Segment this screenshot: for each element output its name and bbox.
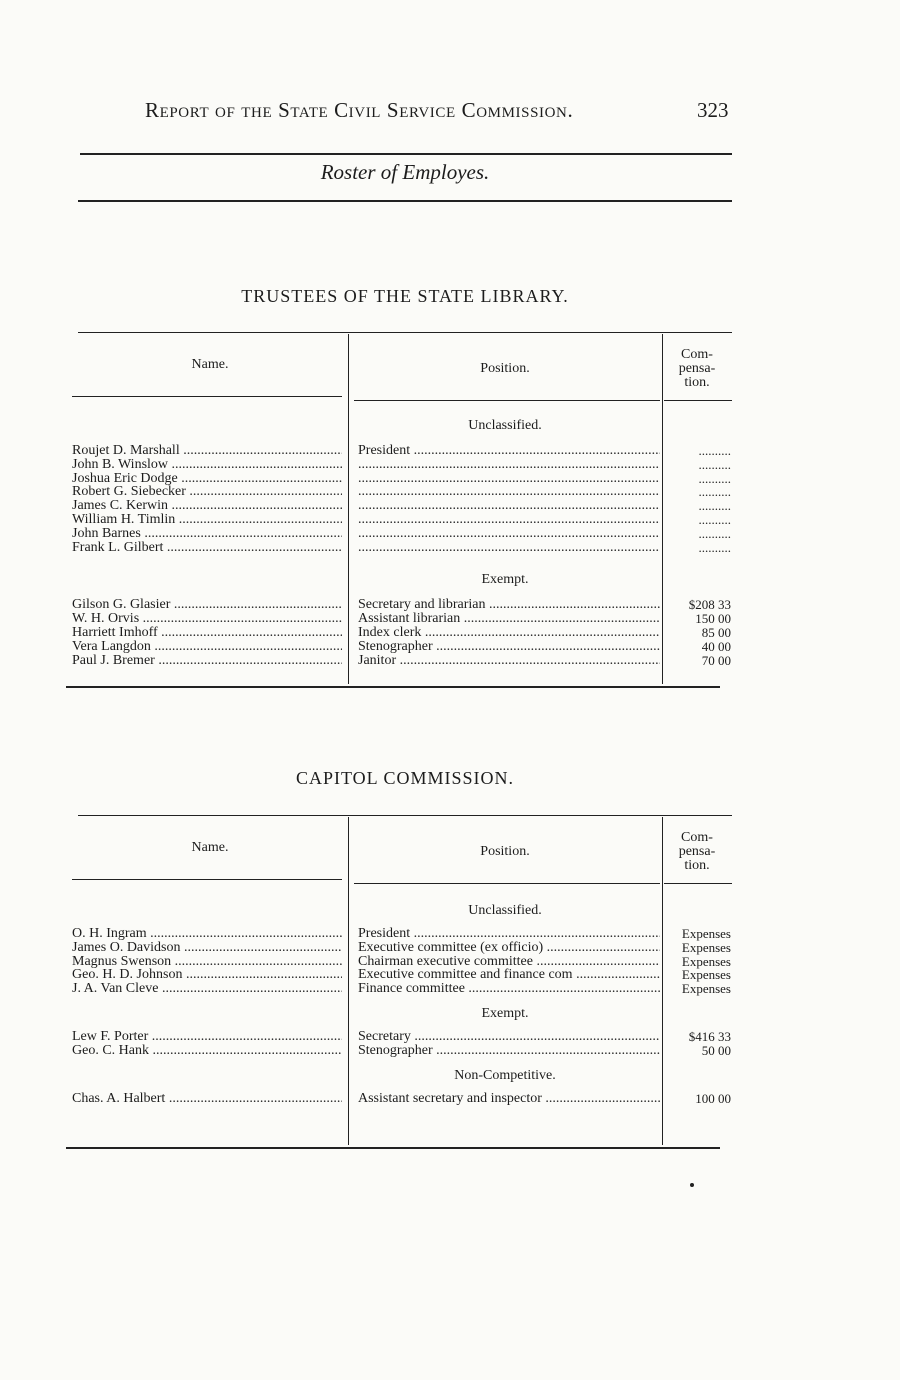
employee-name: [72, 654, 342, 668]
table-row: [72, 485, 732, 499]
table-row: [72, 444, 732, 458]
header-rule: [354, 883, 660, 884]
employee-name-text: Gilson G. Glasier: [72, 598, 171, 613]
employee-name: [72, 458, 342, 472]
compensation-cell: [664, 458, 731, 472]
position-cell: [358, 626, 660, 640]
employee-name: [72, 1044, 342, 1058]
section-title-capitol: CAPITOL COMMISSION.: [295, 768, 515, 788]
table-top-rule: [78, 815, 732, 816]
employee-name: [72, 1092, 342, 1106]
header-rule: [664, 883, 732, 884]
position-text: Assistant secretary and inspector: [358, 1091, 542, 1106]
table-row: [72, 541, 732, 555]
ink-speck: [690, 1183, 694, 1187]
employee-name-text: Roujet D. Marshall: [72, 444, 180, 458]
employee-name: [72, 513, 342, 527]
table-row: [72, 472, 732, 486]
employee-name-text: William H. Timlin: [72, 513, 176, 527]
employee-name: [72, 472, 342, 486]
position-cell: [358, 612, 660, 626]
position-text: Stenographer: [358, 1043, 433, 1058]
compensation-cell: Expenses: [681, 981, 731, 997]
page-subtitle: Roster of Employes.: [320, 160, 490, 184]
position-text: Chairman executive committee: [358, 954, 533, 969]
position-cell: [358, 927, 660, 941]
compensation-cell: [664, 444, 731, 458]
employee-name-text: Frank L. Gilbert: [72, 540, 164, 555]
employee-name-text: Joshua Eric Dodge: [72, 471, 178, 486]
column-header-compensation: Com-: [681, 830, 713, 845]
position-text: Janitor: [358, 653, 397, 668]
column-header-name: Name.: [191, 357, 229, 372]
roster-table-library: [72, 332, 732, 688]
employee-name: [72, 626, 342, 640]
table-row: [72, 598, 732, 612]
employee-name: [72, 598, 342, 612]
employee-name: [72, 444, 342, 458]
column-header-compensation: pensa-: [678, 361, 716, 376]
table-row: [72, 640, 732, 654]
group-label: Unclassified.: [468, 418, 542, 433]
compensation-cell: $208 33: [688, 597, 731, 613]
compensation-cell: Expenses: [681, 939, 731, 955]
employee-name-text: Vera Langdon: [72, 639, 151, 654]
table-row: [72, 612, 732, 626]
position-cell: [358, 444, 660, 458]
position-cell: [358, 654, 660, 668]
compensation-cell: Expenses: [681, 967, 731, 983]
employee-name: [72, 927, 342, 941]
employee-name-text: Paul J. Bremer: [72, 653, 155, 668]
employee-name-text: Geo. C. Hank: [72, 1043, 149, 1058]
employee-name: [72, 541, 342, 555]
column-header-compensation: Com-: [681, 347, 713, 362]
employee-name: [72, 1030, 342, 1044]
employee-name: [72, 499, 342, 513]
column-header-position: Position.: [480, 844, 530, 859]
header-rule-bottom: [78, 200, 732, 202]
employee-name-text: Robert G. Siebecker: [72, 485, 186, 500]
position-cell: [358, 598, 660, 612]
group-label: Non-Competitive.: [454, 1067, 556, 1083]
compensation-cell: 85 00: [701, 625, 731, 640]
table-row: [72, 513, 732, 527]
table-row: [72, 499, 732, 513]
position-cell: [358, 640, 660, 654]
position-text: Stenographer: [358, 639, 433, 654]
position-cell: [358, 1030, 660, 1044]
position-cell: [358, 968, 660, 982]
employee-name-text: John B. Winslow: [72, 457, 169, 472]
compensation-cell: 40 00: [701, 638, 731, 654]
employee-name: [72, 941, 342, 955]
position-text: President: [358, 444, 411, 458]
position-text: Executive committee (ex officio): [358, 940, 544, 955]
table-row: [72, 1044, 732, 1058]
group-label: Exempt.: [481, 1006, 529, 1021]
employee-name-text: O. H. Ingram: [72, 927, 147, 941]
position-cell: [358, 982, 660, 996]
employee-name: [72, 612, 342, 626]
position-cell: [358, 458, 660, 472]
column-header-compensation: tion.: [684, 858, 710, 873]
group-label: Unclassified.: [468, 903, 542, 918]
position-text: Executive committee and finance com: [358, 968, 573, 983]
compensation-cell: 50 00: [701, 1042, 731, 1058]
compensation-cell: 70 00: [701, 652, 731, 668]
employee-name-text: Magnus Swenson: [72, 954, 172, 969]
employee-name-text: John Barnes: [72, 526, 141, 541]
position-cell: [358, 541, 660, 555]
employee-name-text: W. H. Orvis: [72, 612, 140, 627]
page-number: 323: [697, 98, 729, 122]
position-text: President: [358, 927, 411, 941]
compensation-cell: 150 00: [695, 611, 731, 627]
header-rule: [664, 400, 732, 401]
compensation-cell: Expenses: [681, 953, 731, 969]
position-cell: [358, 499, 660, 513]
header-rule: [72, 396, 342, 397]
employee-name: [72, 982, 342, 996]
table-row: [72, 458, 732, 472]
header-rule: [72, 879, 342, 880]
employee-name-text: J. A. Van Cleve: [72, 982, 159, 997]
position-text: Secretary and librarian: [358, 598, 486, 613]
column-header-compensation: pensa-: [678, 844, 716, 859]
header-rule: [80, 153, 732, 155]
compensation-cell: $416 33: [688, 1029, 731, 1044]
running-head: Report of the State Civil Service Commission.: [145, 98, 574, 122]
table-row: [72, 527, 732, 541]
table-row: [72, 1092, 732, 1106]
employee-name-text: Harriett Imhoff: [72, 626, 158, 640]
column-header-compensation: tion.: [684, 375, 710, 390]
table-row: [72, 955, 732, 969]
employee-name: [72, 485, 342, 499]
table-row: [72, 982, 732, 996]
employee-name: [72, 527, 342, 541]
employee-name-text: James O. Davidson: [72, 940, 181, 955]
compensation-cell: Expenses: [681, 926, 731, 941]
table-row: [72, 941, 732, 955]
table-bottom-rule: [66, 1147, 720, 1149]
column-header-position: Position.: [480, 361, 530, 376]
table-row: [72, 968, 732, 982]
position-text: Secretary: [358, 1030, 411, 1044]
column-header-name: Name.: [191, 840, 229, 855]
position-text: Finance committee: [358, 982, 465, 997]
table-row: [72, 626, 732, 640]
employee-name-text: Chas. A. Halbert: [72, 1091, 166, 1106]
employee-name: [72, 955, 342, 969]
table-row: [72, 1030, 732, 1044]
table-bottom-rule: [66, 686, 720, 688]
employee-name-text: Lew F. Porter: [72, 1030, 149, 1044]
compensation-cell: [664, 513, 731, 527]
employee-name-text: James C. Kerwin: [72, 499, 169, 514]
position-cell: [358, 941, 660, 955]
roster-table-capitol: [72, 815, 732, 1148]
position-cell: [358, 472, 660, 486]
position-cell: [358, 527, 660, 541]
group-label: Exempt.: [481, 572, 529, 588]
table-row: [72, 927, 732, 941]
employee-name-text: Geo. H. D. Johnson: [72, 968, 183, 983]
position-text: Index clerk: [358, 626, 422, 640]
employee-name: [72, 968, 342, 982]
position-cell: [358, 1092, 660, 1106]
table-top-rule: [78, 332, 732, 333]
compensation-cell: [664, 527, 731, 541]
compensation-cell: [664, 541, 731, 555]
section-title-library: TRUSTEES OF THE STATE LIBRARY.: [241, 286, 569, 306]
position-cell: [358, 513, 660, 527]
employee-name: [72, 640, 342, 654]
position-cell: [358, 485, 660, 499]
position-cell: [358, 955, 660, 969]
position-cell: [358, 1044, 660, 1058]
position-text: Assistant librarian: [358, 612, 461, 627]
compensation-cell: 100 00: [695, 1090, 731, 1106]
table-row: [72, 654, 732, 668]
header-rule: [354, 400, 660, 401]
